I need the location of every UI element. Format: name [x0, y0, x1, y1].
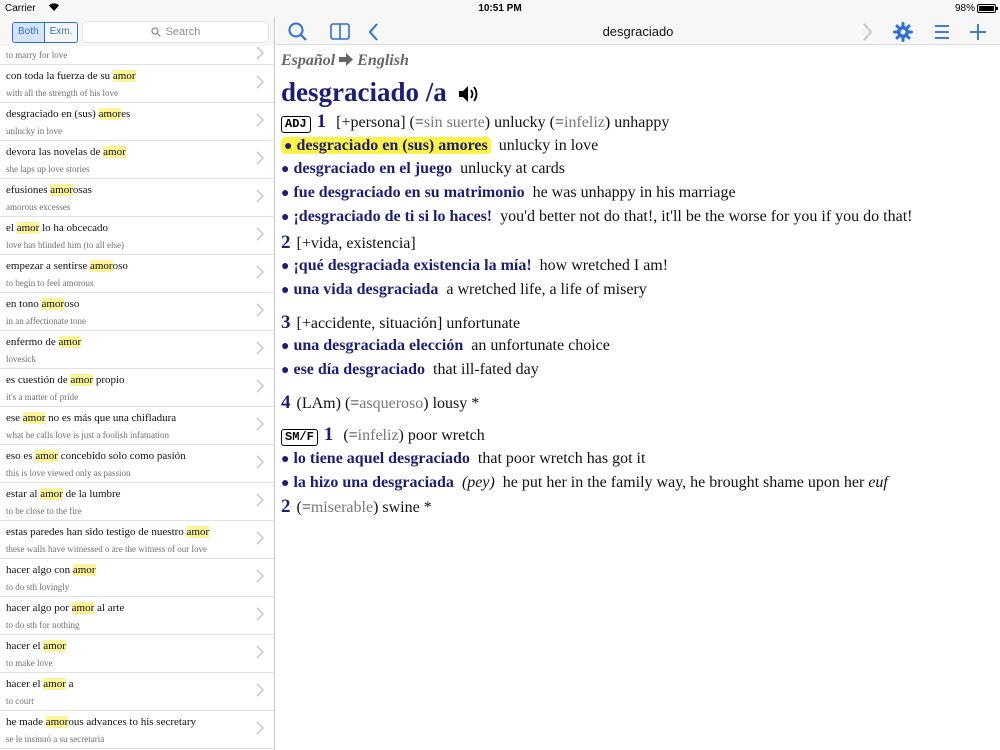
dictionary-entry	[281, 52, 996, 519]
phrase-part: he made	[6, 716, 46, 728]
phrase-part: con toda la fuerza de su	[6, 70, 113, 82]
example-group	[281, 255, 996, 302]
phrase-part: osas	[72, 184, 92, 196]
item-phrase	[6, 564, 96, 576]
language-pair	[281, 52, 996, 74]
example	[281, 255, 996, 279]
item-phrase	[6, 678, 74, 690]
phrase-part: hacer el	[6, 640, 44, 652]
example-phrase[interactable]: una desgraciada elección	[293, 337, 464, 355]
translation: unfortunate	[446, 314, 521, 332]
match-highlight: amor	[50, 184, 73, 196]
bullet: ●	[281, 282, 290, 298]
sense-adj-4	[281, 392, 996, 416]
phrase-part: propio	[93, 374, 125, 386]
item-translation: this is love viewed only as passion	[6, 468, 131, 478]
item-translation: what he calls love is just a foolish infatuation	[6, 430, 169, 440]
chevron-right-icon	[256, 189, 264, 203]
list-item[interactable]	[0, 217, 274, 255]
bullet: ●	[281, 209, 290, 225]
list-item[interactable]	[0, 521, 274, 559]
item-translation: unlucky in love	[6, 126, 62, 136]
example-phrase-wrap	[281, 257, 532, 274]
phrase-part: estar al	[6, 488, 41, 500]
battery-icon	[977, 4, 996, 13]
chevron-right-icon	[256, 607, 264, 621]
item-translation: with all the strength of his love	[6, 88, 118, 98]
headword	[281, 77, 996, 111]
example	[281, 335, 996, 359]
nav-title: desgraciado	[602, 24, 674, 39]
usage-note: (pey)	[461, 473, 495, 491]
synonym-open: (=	[344, 394, 360, 412]
item-translation: to begin to feel amorous	[6, 278, 94, 288]
list-item[interactable]	[0, 65, 274, 103]
item-phrase	[6, 298, 79, 310]
plus-icon[interactable]	[967, 21, 989, 43]
example-group	[281, 335, 996, 382]
item-phrase	[6, 450, 186, 462]
match-highlight: amor	[41, 298, 65, 310]
item-phrase	[6, 336, 81, 348]
synonym: sin suerte	[423, 114, 485, 131]
phrase-part: lo ha obcecado	[39, 222, 109, 234]
translation: swine *	[382, 498, 432, 516]
search-bar	[0, 18, 274, 46]
segment-examples[interactable]: Exm.	[44, 23, 78, 42]
item-phrase	[6, 640, 66, 652]
phrase-part: concebido solo como pasión	[57, 450, 186, 462]
bullet: ●	[281, 475, 290, 491]
phrase-part: el	[6, 222, 17, 234]
translation: unhappy	[614, 114, 670, 131]
chevron-right-icon	[256, 493, 264, 507]
match-highlight: amor	[43, 640, 66, 652]
list-item[interactable]	[0, 103, 274, 141]
list-item[interactable]	[0, 293, 274, 331]
entry-panel	[276, 18, 1000, 750]
item-translation: these walls have witnessed o are the witness of our love	[6, 544, 207, 554]
example-translation: that poor wretch has got it	[477, 450, 646, 468]
forward-chevron-icon[interactable]	[856, 21, 878, 43]
example-phrase[interactable]: ¡desgraciado de ti si lo haces!	[293, 207, 493, 225]
chevron-right-icon	[256, 455, 264, 469]
source-language: Español	[281, 52, 336, 69]
phrase-part: no es más que una chifladura	[45, 412, 177, 424]
sense-smf-1	[281, 424, 996, 448]
item-phrase	[6, 374, 125, 386]
match-highlight: amor	[71, 602, 95, 614]
match-highlight: amor	[112, 70, 136, 82]
headword-text: desgraciado /a	[281, 77, 447, 107]
carrier-label: Carrier	[5, 3, 36, 14]
list-item[interactable]	[0, 255, 274, 293]
item-phrase	[6, 108, 130, 120]
item-translation: to make love	[6, 658, 53, 668]
phrase-part: empezar a sentirse	[6, 260, 90, 272]
bullet: ●	[281, 259, 290, 275]
item-translation: to do sth for nothing	[6, 620, 80, 630]
list-item[interactable]	[0, 179, 274, 217]
example	[281, 206, 996, 230]
list-item[interactable]	[0, 369, 274, 407]
match-highlight: amor	[16, 222, 40, 234]
list-item[interactable]	[0, 711, 274, 749]
item-translation: amorous excesses	[6, 202, 71, 212]
chevron-right-icon	[256, 227, 264, 241]
results-panel	[0, 18, 275, 750]
chevron-right-icon	[256, 75, 264, 89]
chevron-right-icon	[256, 113, 264, 127]
item-translation: in an affectionate tone	[6, 316, 87, 326]
speaker-icon[interactable]	[458, 79, 480, 110]
sense-adj-2	[281, 232, 996, 256]
item-translation: to marry for love	[6, 50, 68, 60]
translation: poor wretch	[407, 427, 485, 445]
example-group	[281, 448, 996, 495]
example	[281, 359, 996, 383]
chevron-right-icon	[256, 303, 264, 317]
sense-context: [+accidente, situación]	[296, 314, 443, 332]
chevron-right-icon	[256, 417, 264, 431]
search-mode-segmented-control	[12, 22, 78, 43]
item-phrase	[6, 602, 124, 614]
translation: lousy *	[432, 394, 480, 412]
synonym: infeliz	[564, 114, 605, 131]
example	[281, 135, 996, 159]
result-list	[0, 46, 274, 749]
chevron-right-icon	[256, 683, 264, 697]
highlighted-example	[281, 137, 491, 154]
example-phrase-wrap	[281, 160, 452, 177]
item-phrase	[6, 222, 108, 234]
chevron-right-icon	[256, 569, 264, 583]
register-label: euf	[868, 473, 888, 491]
synonym-close: )	[398, 427, 404, 445]
synonym-open: (=	[549, 114, 565, 131]
item-phrase	[6, 146, 126, 158]
item-translation: se le insinuó a su secretaria	[6, 734, 105, 744]
chevron-right-icon	[256, 721, 264, 735]
phrase-part: oso	[112, 260, 128, 272]
list-item[interactable]	[0, 597, 274, 635]
synonym: asqueroso	[359, 394, 424, 412]
example	[281, 158, 996, 182]
example-phrase[interactable]: fue desgraciado en su matrimonio	[293, 184, 525, 202]
phrase-part: ous advances to his secretary	[68, 716, 196, 728]
synonym-open: (=	[343, 427, 358, 445]
example-group	[281, 135, 996, 230]
example-phrase[interactable]: la hizo una desgraciada	[293, 473, 454, 491]
phrase-part: ese	[6, 412, 23, 424]
example-translation: unlucky in love	[498, 136, 599, 154]
sense-number: 1	[316, 111, 327, 132]
item-phrase	[6, 526, 209, 538]
synonym-open: (=	[296, 498, 311, 516]
example-translation: how wretched I am!	[539, 257, 669, 275]
item-phrase	[6, 412, 176, 424]
example-phrase-wrap	[281, 474, 454, 491]
item-translation: it's a matter of pride	[6, 392, 79, 402]
match-highlight: amor	[89, 260, 113, 272]
sense-context: [+persona]	[336, 114, 406, 131]
phrase-part: es cuestión de	[6, 374, 71, 386]
synonym: miserable	[310, 498, 374, 516]
phrase-part: devora las novelas de	[6, 146, 104, 158]
nav-bar	[276, 18, 1000, 45]
bullet: ●	[281, 186, 290, 202]
list-item[interactable]	[0, 673, 274, 711]
phrase-part: en tono	[6, 298, 42, 310]
sense-context: (LAm)	[296, 394, 341, 412]
item-translation: she laps up love stories	[6, 164, 90, 174]
item-phrase	[6, 70, 136, 82]
synonym-close: )	[484, 114, 491, 131]
item-translation: to court	[6, 696, 34, 706]
match-highlight: amor	[70, 374, 94, 386]
list-item[interactable]	[0, 407, 274, 445]
phrase-part: estas paredes han sido testigo de nuestro	[6, 526, 187, 538]
match-highlight: amor	[58, 336, 82, 348]
sense-number: 3	[281, 311, 291, 333]
item-translation: to be close to the fire	[6, 506, 82, 516]
sense-number: 2	[281, 495, 291, 517]
item-phrase	[6, 260, 128, 272]
phrase-part: hacer el	[6, 678, 44, 690]
target-language: English	[357, 52, 409, 69]
chevron-right-icon	[256, 46, 264, 60]
item-translation: love has blinded him (to all else)	[6, 240, 124, 250]
example-translation: that ill-fated day	[433, 361, 539, 379]
example-phrase[interactable]: desgraciado en (sus) amores	[296, 136, 488, 154]
search-input[interactable]	[82, 21, 269, 43]
chevron-right-icon	[256, 531, 264, 545]
match-highlight: amor	[43, 678, 66, 690]
match-highlight: amor	[40, 488, 63, 500]
sense-adj-1	[281, 111, 996, 135]
bullet: ●	[281, 363, 290, 379]
match-highlight: amor	[186, 526, 210, 538]
sense-context: [+vida, existencia]	[296, 234, 416, 252]
phrase-part: desgraciado en (sus)	[6, 108, 99, 120]
synonym-close: )	[373, 498, 379, 516]
phrase-part: efusiones	[6, 184, 51, 196]
chevron-right-icon	[256, 151, 264, 165]
sense-smf-2	[281, 496, 996, 520]
example-translation: he put her in the family way, he brought shame upon her	[502, 473, 865, 491]
example	[281, 279, 996, 303]
example-phrase-wrap	[281, 337, 463, 354]
item-phrase	[6, 488, 121, 500]
example-phrase[interactable]: ese día desgraciado	[293, 361, 426, 379]
list-item[interactable]	[0, 559, 274, 597]
search-placeholder: Search	[165, 26, 201, 38]
phrase-part: a	[65, 678, 74, 690]
phrase-part: de la lumbre	[62, 488, 121, 500]
example-translation: you'd better not do that!, it'll be the worse for you if you do that!	[500, 207, 913, 225]
phrase-part: es	[121, 108, 131, 120]
gear-icon[interactable]	[892, 21, 914, 43]
pos-badge: ADJ	[281, 116, 311, 133]
item-translation: to do sth lovingly	[6, 582, 70, 592]
translation: unlucky	[494, 114, 546, 131]
list-item[interactable]	[0, 141, 274, 179]
battery-percentage: 98%	[954, 3, 975, 14]
chevron-right-icon	[256, 379, 264, 393]
example-translation: a wretched life, a life of misery	[446, 280, 647, 298]
status-time: 10:51 PM	[478, 3, 522, 14]
phrase-part: oso	[64, 298, 80, 310]
example-translation: unlucky at cards	[460, 160, 565, 178]
match-highlight: amor	[45, 716, 69, 728]
segment-both[interactable]: Both	[13, 23, 44, 42]
bullet: ●	[281, 339, 290, 355]
example-phrase[interactable]: lo tiene aquel desgraciado	[293, 450, 470, 468]
example-phrase[interactable]: una vida desgraciada	[293, 280, 439, 298]
sense-number: 2	[281, 231, 291, 253]
match-highlight: amor	[22, 412, 46, 424]
status-bar	[0, 0, 1000, 18]
phrase-part: hacer algo con	[6, 564, 73, 576]
match-highlight: amor	[103, 146, 126, 158]
synonym: infeliz	[357, 427, 399, 445]
phrase-part: enfermo de	[6, 336, 59, 348]
phrase-part: al arte	[94, 602, 125, 614]
example-phrase-wrap	[281, 281, 438, 298]
example-phrase-wrap	[281, 208, 492, 225]
sense-number: 4	[281, 391, 291, 413]
example-phrase[interactable]: ¡qué desgraciada existencia la mía!	[293, 257, 532, 275]
chevron-right-icon	[256, 645, 264, 659]
list-item[interactable]	[0, 635, 274, 673]
list-item[interactable]	[0, 46, 274, 65]
pos-badge: SM/F	[281, 429, 318, 446]
synonym-open: (=	[409, 114, 424, 131]
bullet: ●	[281, 162, 290, 178]
example	[281, 448, 996, 472]
synonym-close: )	[423, 394, 429, 412]
example-phrase-wrap	[281, 450, 470, 467]
item-phrase	[6, 716, 196, 728]
match-highlight: amor	[72, 564, 96, 576]
list-item[interactable]	[0, 483, 274, 521]
chevron-right-icon	[256, 265, 264, 279]
list-item[interactable]	[0, 331, 274, 369]
phrase-part: eso es	[6, 450, 36, 462]
match-highlight: amor	[35, 450, 58, 462]
bullet: ●	[284, 138, 293, 154]
phrase-part: hacer algo por	[6, 602, 72, 614]
example-phrase-wrap	[281, 361, 425, 378]
bullet: ●	[281, 452, 290, 468]
synonym-close: )	[604, 114, 611, 131]
example-translation: he was unhappy in his marriage	[532, 184, 736, 202]
example-phrase-wrap	[281, 184, 525, 201]
example	[281, 182, 996, 206]
search-icon	[151, 27, 161, 37]
arrow-right-icon	[339, 53, 353, 66]
example	[281, 472, 996, 496]
list-item[interactable]	[0, 445, 274, 483]
match-highlight: amor	[98, 108, 122, 120]
example-translation: an unfortunate choice	[471, 337, 610, 355]
item-phrase	[6, 184, 92, 196]
chevron-right-icon	[256, 341, 264, 355]
list-icon[interactable]	[931, 21, 953, 43]
item-translation: lovesick	[6, 354, 36, 364]
sense-number: 1	[323, 424, 334, 446]
sense-adj-3	[281, 312, 996, 336]
example-phrase[interactable]: desgraciado en el juego	[293, 160, 453, 178]
